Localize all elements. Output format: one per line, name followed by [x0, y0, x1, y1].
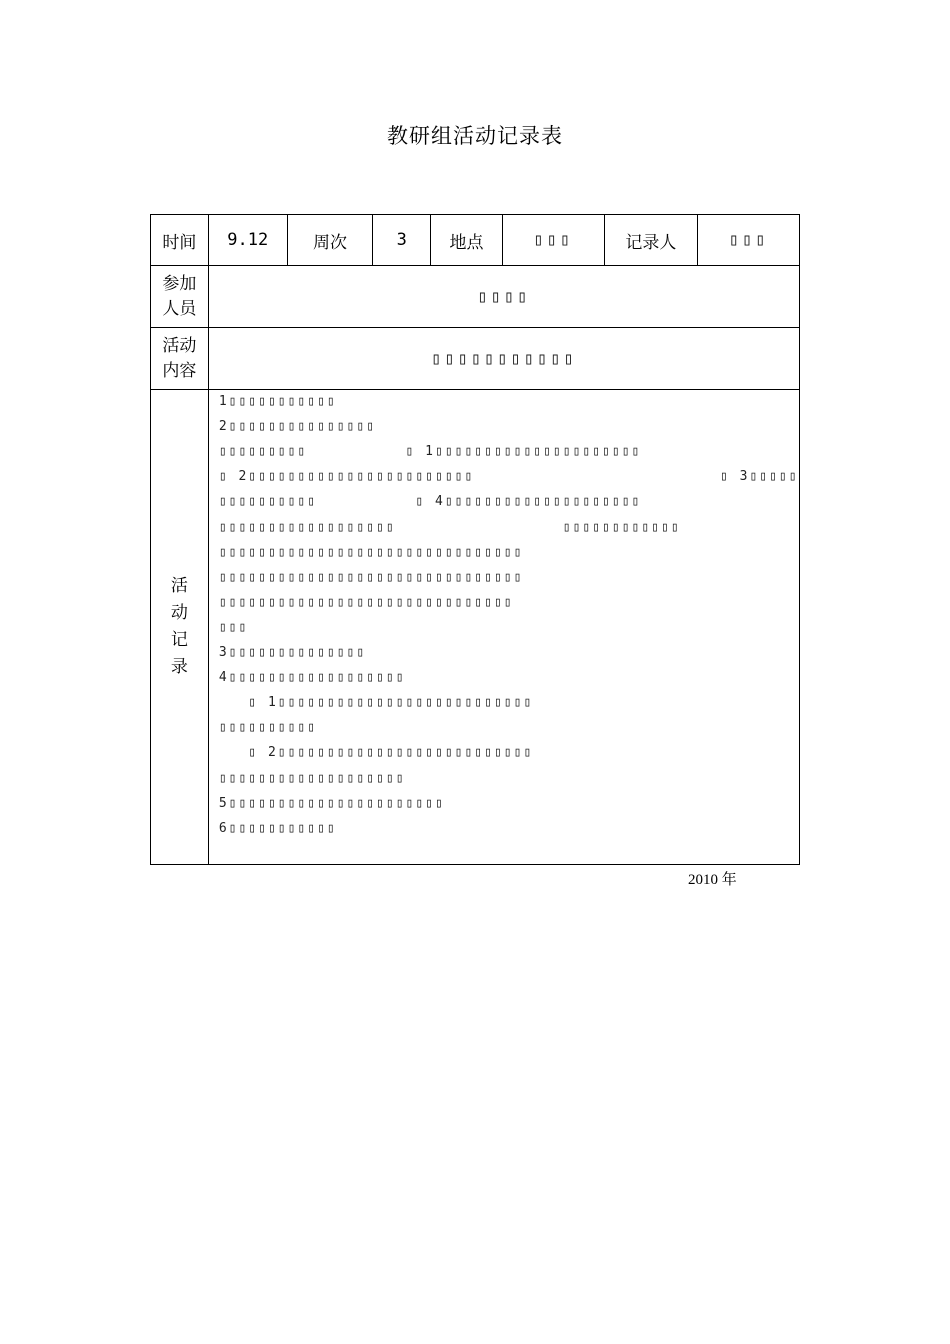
record-line: ▯ 2▯▯▯▯▯▯▯▯▯▯▯▯▯▯▯▯▯▯▯▯▯▯▯ ▯ 3▯▯▯▯▯	[218, 469, 799, 485]
recorder-value: ▯▯▯	[698, 215, 800, 266]
record-line: ▯▯▯▯▯▯▯▯▯▯▯▯▯▯▯▯▯▯▯	[218, 770, 406, 786]
record-line: ▯▯▯▯▯▯▯▯▯ ▯ 1▯▯▯▯▯▯▯▯▯▯▯▯▯▯▯▯▯▯▯▯▯	[218, 444, 642, 460]
time-label: 时间	[151, 215, 209, 266]
record-line: 3▯▯▯▯▯▯▯▯▯▯▯▯▯▯	[218, 645, 367, 660]
record-label-char: 活	[170, 576, 188, 596]
record-line: ▯▯▯▯▯▯▯▯▯▯▯▯▯▯▯▯▯▯▯▯▯▯▯▯▯▯▯▯▯▯▯	[218, 544, 524, 560]
attendees-label	[151, 266, 209, 328]
record-line: ▯▯▯▯▯▯▯▯▯▯▯▯▯▯▯▯▯▯▯▯▯▯▯▯▯▯▯▯▯▯▯	[218, 569, 524, 585]
record-row	[151, 390, 800, 865]
record-label-char: 动	[170, 603, 188, 623]
attendees-value: ▯▯▯▯	[208, 266, 799, 328]
content-value: ▯▯▯▯▯▯▯▯▯▯▯	[208, 328, 799, 390]
attendees-label-line2: 人员	[162, 298, 197, 319]
record-line: 2▯▯▯▯▯▯▯▯▯▯▯▯▯▯▯	[218, 419, 377, 435]
header-row	[151, 215, 800, 266]
week-label: 周次	[287, 215, 373, 266]
content-label	[151, 328, 209, 390]
record-line: 1▯▯▯▯▯▯▯▯▯▯▯	[218, 394, 337, 409]
record-line: ▯▯▯▯▯▯▯▯▯▯ ▯ 4▯▯▯▯▯▯▯▯▯▯▯▯▯▯▯▯▯▯▯▯	[218, 494, 642, 510]
activity-record-table	[150, 214, 800, 865]
record-line: 4▯▯▯▯▯▯▯▯▯▯▯▯▯▯▯▯▯▯	[218, 670, 406, 686]
attendees-label-line1: 参加	[162, 273, 197, 294]
record-label-char: 记	[170, 630, 188, 650]
record-line: ▯▯▯▯▯▯▯▯▯▯	[218, 720, 318, 736]
recorder-label: 记录人	[604, 215, 698, 266]
attendees-row	[151, 266, 800, 328]
time-value: 9.12	[208, 215, 287, 266]
record-line: ▯ 2▯▯▯▯▯▯▯▯▯▯▯▯▯▯▯▯▯▯▯▯▯▯▯▯▯▯	[218, 745, 534, 761]
record-line: ▯ 1▯▯▯▯▯▯▯▯▯▯▯▯▯▯▯▯▯▯▯▯▯▯▯▯▯▯	[218, 695, 534, 711]
record-label	[151, 390, 209, 865]
record-line: ▯▯▯	[218, 619, 249, 635]
record-line: ▯▯▯▯▯▯▯▯▯▯▯▯▯▯▯▯▯▯▯▯▯▯▯▯▯▯▯▯▯▯	[218, 594, 514, 610]
page-title: 教研组活动记录表	[387, 124, 563, 148]
content-label-line2: 内容	[162, 360, 197, 381]
record-line: 6▯▯▯▯▯▯▯▯▯▯▯	[218, 820, 337, 836]
place-value: ▯▯▯	[502, 215, 604, 266]
content-row	[151, 328, 800, 390]
week-value: 3	[373, 215, 431, 266]
record-body	[208, 390, 799, 865]
record-label-char: 录	[170, 657, 188, 677]
content-label-line1: 活动	[162, 335, 197, 356]
place-label: 地点	[431, 215, 503, 266]
record-line: ▯▯▯▯▯▯▯▯▯▯▯▯▯▯▯▯▯▯ ▯▯▯▯▯▯▯▯▯▯▯▯	[218, 519, 681, 535]
record-line: 5▯▯▯▯▯▯▯▯▯▯▯▯▯▯▯▯▯▯▯▯▯▯	[218, 795, 445, 811]
footer-year: 2010 年	[688, 872, 737, 888]
